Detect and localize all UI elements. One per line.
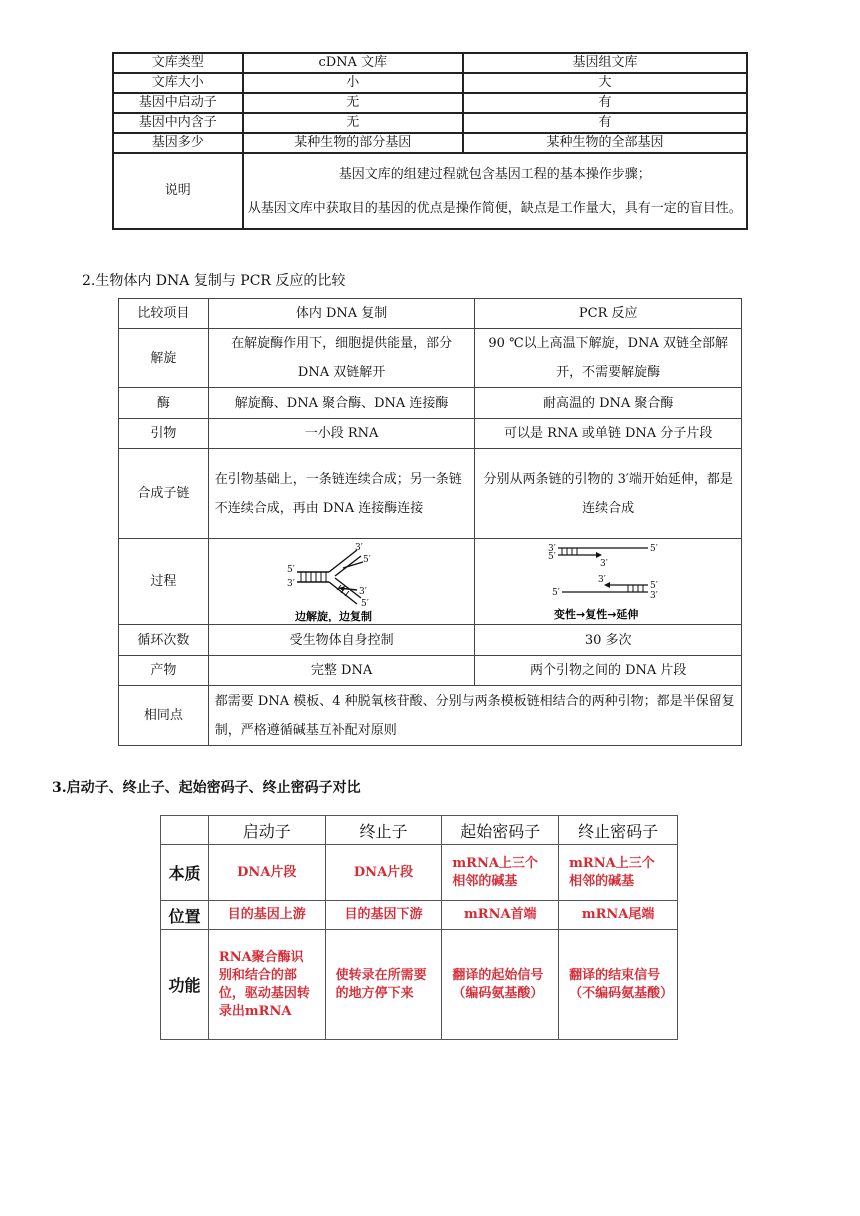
strand-label: 5′ bbox=[650, 543, 658, 554]
table-cell: 引物 bbox=[119, 419, 209, 449]
table-cell: 本质 bbox=[161, 845, 209, 901]
table-cell: 终止密码子 bbox=[559, 816, 678, 845]
table-row bbox=[119, 686, 742, 746]
strand-label: 5′ bbox=[286, 564, 295, 575]
table-cell: 可以是 RNA 或单链 DNA 分子片段 bbox=[475, 419, 742, 449]
section-heading-2: 2.生物体内 DNA 复制与 PCR 反应的比较 bbox=[82, 273, 346, 289]
strand-label: 3′ bbox=[598, 574, 606, 585]
strand-label: 5′ bbox=[650, 580, 658, 591]
table-cell: 起始密码子 bbox=[442, 816, 559, 845]
strand-label: 5′ bbox=[362, 554, 371, 565]
table-cell: 目的基因下游 bbox=[325, 901, 442, 930]
table-row bbox=[113, 133, 747, 153]
table-row bbox=[113, 153, 747, 229]
table-cell bbox=[475, 539, 742, 625]
strand-label: 5′ bbox=[548, 551, 556, 562]
table-cell bbox=[161, 816, 209, 845]
table-row bbox=[161, 845, 678, 901]
table-row bbox=[161, 930, 678, 1040]
table-cell: 终止子 bbox=[325, 816, 442, 845]
table-row bbox=[113, 113, 747, 133]
note-line-1: 基因文库的组建过程就包含基因工程的基本操作步骤； bbox=[338, 166, 651, 182]
table-cell: 小 bbox=[243, 73, 463, 93]
table-cell: 无 bbox=[243, 113, 463, 133]
table-cell: 某种生物的全部基因 bbox=[463, 133, 747, 153]
table-cell: 合成子链 bbox=[119, 449, 209, 539]
table-cell: 使转录在所需要的地方停下来 bbox=[325, 930, 442, 1040]
table-cell: 基因中启动子 bbox=[113, 93, 243, 113]
table-cell: 过程 bbox=[119, 539, 209, 625]
strand-label: 5′ bbox=[552, 587, 560, 598]
table-cell: 产物 bbox=[119, 656, 209, 686]
note-cell bbox=[243, 153, 747, 229]
table-row bbox=[119, 419, 742, 449]
table-cell: 在引物基础上，一条链连续合成；另一条链不连续合成，再由 DNA 连接酶连接 bbox=[208, 449, 475, 539]
table-cell: RNA聚合酶识别和结合的部位，驱动基因转录出mRNA bbox=[208, 930, 325, 1040]
table-cell: 基因中内含子 bbox=[113, 113, 243, 133]
table-cell: 都需要 DNA 模板、4 种脱氧核苷酸、分别与两条模板链相结合的两种引物；都是半保留复制，严格遵循碱基互补配对原则 bbox=[208, 686, 741, 746]
table-cell: 分别从两条链的引物的 3′端开始延伸，都是连续合成 bbox=[475, 449, 742, 539]
table-cell: 无 bbox=[243, 93, 463, 113]
table-cell bbox=[208, 539, 475, 625]
strand-label: 5′ bbox=[360, 598, 369, 609]
table-cell: 90 ℃以上高温下解旋，DNA 双链全部解开，不需要解旋酶 bbox=[475, 329, 742, 388]
table-cell: 循环次数 bbox=[119, 625, 209, 656]
pcr-cycle-diagram bbox=[548, 542, 668, 622]
table-cell: mRNA上三个相邻的碱基 bbox=[442, 845, 559, 901]
table-cell: 酶 bbox=[119, 388, 209, 419]
table-cell: 基因多少 bbox=[113, 133, 243, 153]
table-cell: PCR 反应 bbox=[475, 299, 742, 329]
table-cell: cDNA 文库 bbox=[243, 53, 463, 73]
library-comparison-table bbox=[112, 52, 748, 230]
table-cell: 耐高温的 DNA 聚合酶 bbox=[475, 388, 742, 419]
table-cell: 说明 bbox=[113, 153, 243, 229]
strand-label: 3′ bbox=[548, 543, 556, 554]
table-row bbox=[113, 53, 747, 73]
table-cell: 有 bbox=[463, 113, 747, 133]
table-cell: 一小段 RNA bbox=[208, 419, 475, 449]
table-cell: 文库大小 bbox=[113, 73, 243, 93]
table-cell: 比较项目 bbox=[119, 299, 209, 329]
table-cell: 有 bbox=[463, 93, 747, 113]
table-cell: mRNA尾端 bbox=[559, 901, 678, 930]
table-cell: 大 bbox=[463, 73, 747, 93]
table-cell: DNA片段 bbox=[208, 845, 325, 901]
table-cell: 受生物体自身控制 bbox=[208, 625, 475, 656]
table-cell: 解旋 bbox=[119, 329, 209, 388]
section-heading-3: 3.启动子、终止子、起始密码子、终止密码子对比 bbox=[52, 780, 361, 796]
table-cell: 在解旋酶作用下，细胞提供能量，部分 DNA 双链解开 bbox=[208, 329, 475, 388]
table-row bbox=[119, 329, 742, 388]
table-row bbox=[161, 901, 678, 930]
table-cell: 30 多次 bbox=[475, 625, 742, 656]
table-cell: 相同点 bbox=[119, 686, 209, 746]
dna-replication-fork-diagram bbox=[287, 542, 397, 622]
table-cell: DNA片段 bbox=[325, 845, 442, 901]
strand-label: 3′ bbox=[600, 558, 608, 569]
table-cell: mRNA上三个相邻的碱基 bbox=[559, 845, 678, 901]
table-cell: 两个引物之间的 DNA 片段 bbox=[475, 656, 742, 686]
table-cell: 解旋酶、DNA 聚合酶、DNA 连接酶 bbox=[208, 388, 475, 419]
strand-label: 3′ bbox=[358, 586, 367, 597]
strand-label: 3′ bbox=[354, 542, 363, 553]
strand-label: 3′ bbox=[286, 578, 295, 589]
table-cell: 某种生物的部分基因 bbox=[243, 133, 463, 153]
table-row bbox=[119, 449, 742, 539]
table-cell: 基因组文库 bbox=[463, 53, 747, 73]
promoter-terminator-codon-table bbox=[160, 815, 678, 1040]
table-row bbox=[119, 539, 742, 625]
dna-replication-vs-pcr-table bbox=[118, 298, 742, 746]
spacer bbox=[248, 183, 742, 200]
table-cell: 体内 DNA 复制 bbox=[208, 299, 475, 329]
table-cell: 翻译的结束信号（不编码氨基酸） bbox=[559, 930, 678, 1040]
table-cell: 翻译的起始信号（编码氨基酸） bbox=[442, 930, 559, 1040]
table-cell: 文库类型 bbox=[113, 53, 243, 73]
table-cell: 目的基因上游 bbox=[208, 901, 325, 930]
strand-label: 3′ bbox=[650, 590, 658, 601]
table-cell: 完整 DNA bbox=[208, 656, 475, 686]
table-row bbox=[161, 816, 678, 845]
table-row bbox=[113, 73, 747, 93]
table-row bbox=[113, 93, 747, 113]
table-cell: 位置 bbox=[161, 901, 209, 930]
table-row bbox=[119, 625, 742, 656]
table-row bbox=[119, 388, 742, 419]
table-row bbox=[119, 299, 742, 329]
table-cell: 功能 bbox=[161, 930, 209, 1040]
table-cell: mRNA首端 bbox=[442, 901, 559, 930]
figure-caption: 边解旋，边复制 bbox=[294, 609, 372, 622]
table-row bbox=[119, 656, 742, 686]
note-line-2: 从基因文库中获取目的基因的优点是操作简便，缺点是工作量大，具有一定的盲目性。 bbox=[247, 200, 742, 216]
table-cell: 启动子 bbox=[208, 816, 325, 845]
figure-caption: 变性→复性→延伸 bbox=[554, 607, 639, 621]
